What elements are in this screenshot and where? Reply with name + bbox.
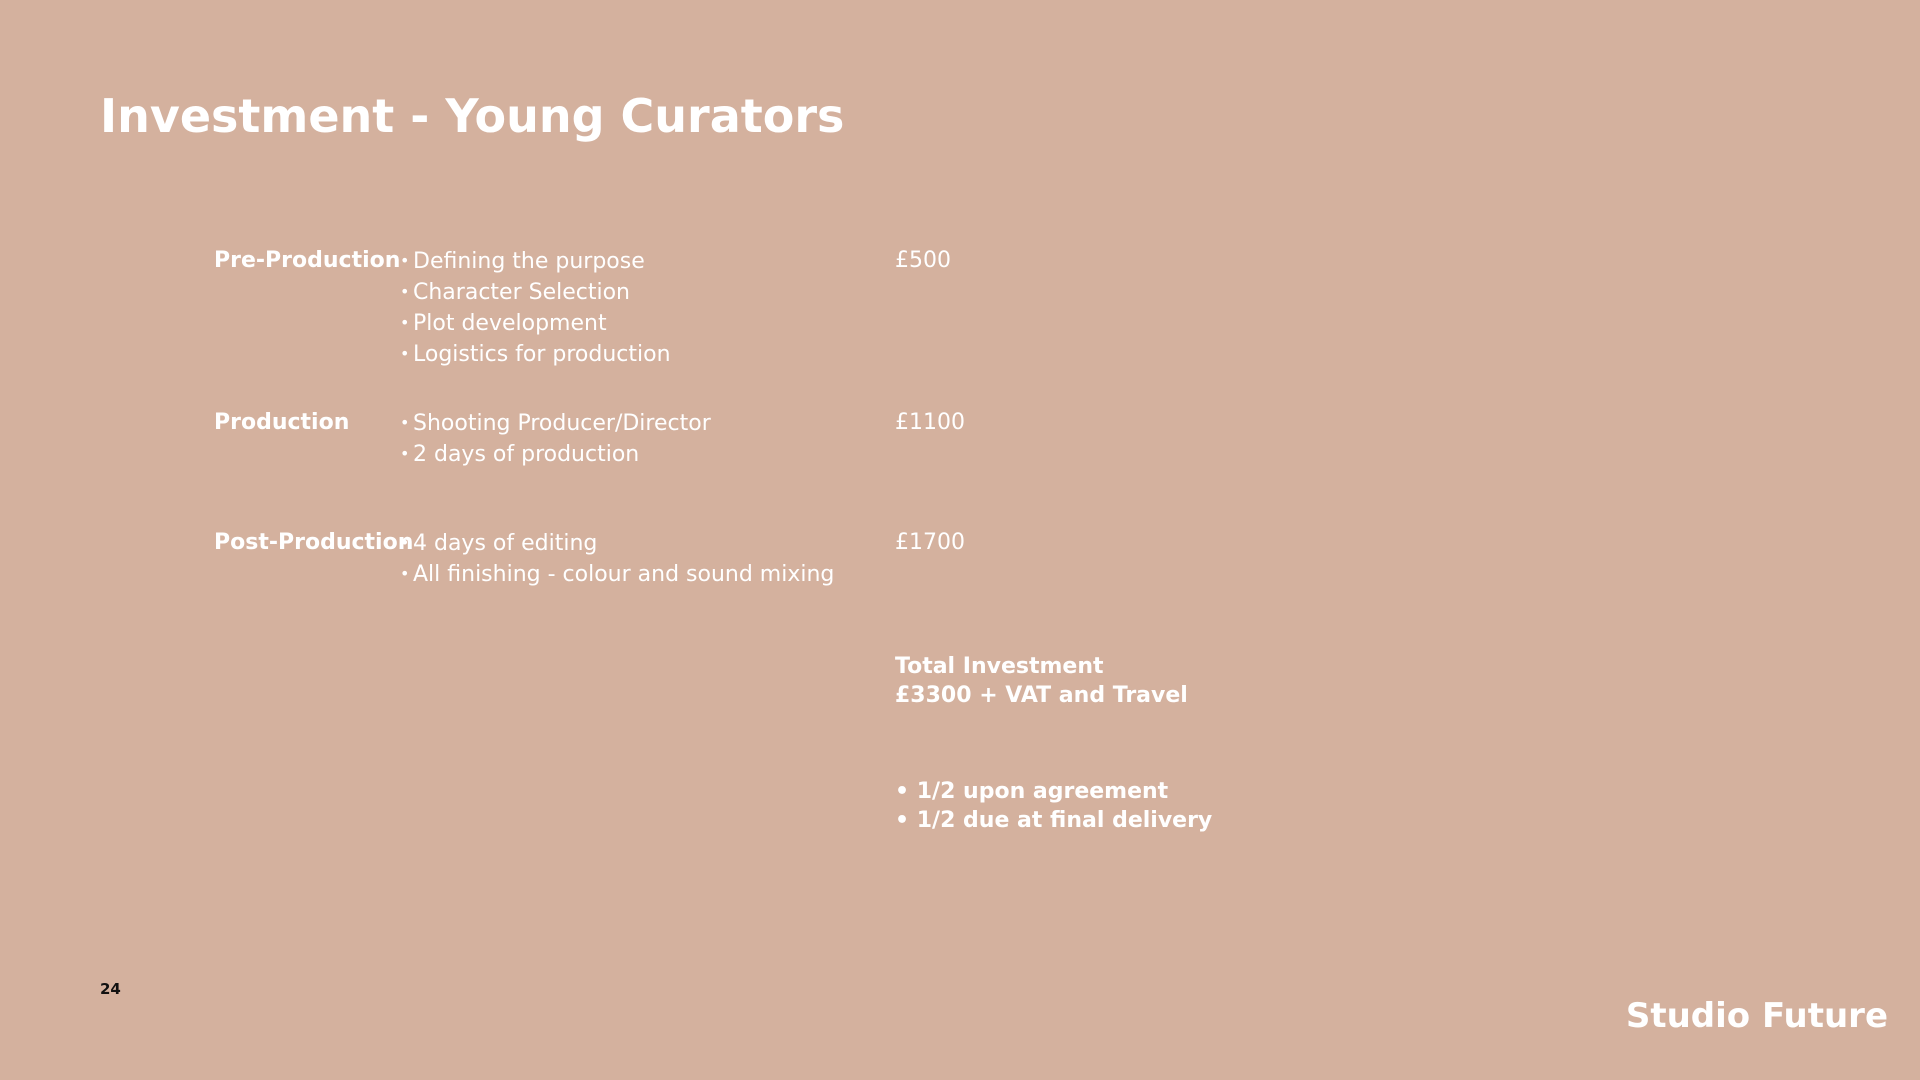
slide-title: Investment - Young Curators [100,89,845,143]
payment-terms [895,777,1212,835]
bullet-list [400,246,671,370]
total-label: Total Investment [895,654,1104,679]
total-amount: £3300 + VAT and Travel [895,683,1188,708]
payment-term: • 1/2 upon agreement [895,777,1212,806]
section-price: £500 [895,248,951,273]
list-item: • 4 days of editing [400,528,834,559]
section-price: £1100 [895,410,965,435]
section-label: Production [214,410,350,435]
page-number: 24 [100,980,121,998]
bullet-list [400,408,711,470]
list-item: • 2 days of production [400,439,711,470]
section-label: Post-Production [214,530,414,555]
brand-logo-text: Studio Future [1625,996,1888,1036]
total-investment [895,652,1188,710]
list-item: • All finishing - colour and sound mixing [400,559,834,590]
list-item: • Defining the purpose [400,246,671,277]
list-item: • Shooting Producer/Director [400,408,711,439]
bullet-list [400,528,834,590]
list-item: • Logistics for production [400,339,671,370]
list-item: • Character Selection [400,277,671,308]
list-item: • Plot development [400,308,671,339]
section-label: Pre-Production [214,248,401,273]
section-price: £1700 [895,530,965,555]
payment-term: • 1/2 due at final delivery [895,806,1212,835]
